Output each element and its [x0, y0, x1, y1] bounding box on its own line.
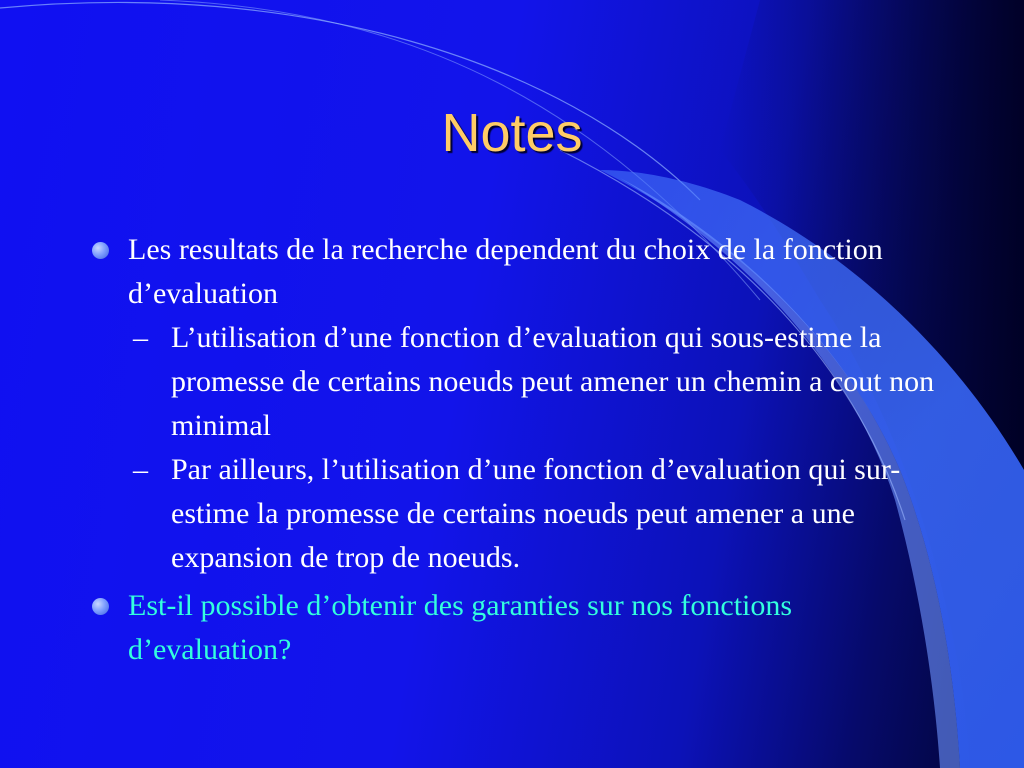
- slide-content: [90, 228, 950, 672]
- dash-icon: –: [133, 321, 148, 354]
- dash-icon: –: [133, 453, 148, 486]
- sub-bullet-item: [90, 448, 950, 580]
- bullet-item: [90, 584, 950, 672]
- bullet-text: Les resultats de la recherche dependent du choix de la fonction d’evaluation: [128, 233, 883, 310]
- bullet-dot-icon: [92, 598, 109, 615]
- slide-title: Notes: [441, 103, 583, 163]
- sub-bullet-item: [90, 316, 950, 448]
- sub-bullet-text: L’utilisation d’une fonction d’evaluation qui sous-estime la promesse de certains noeuds peut amener un chemin a cout non minimal: [171, 321, 935, 442]
- sub-bullet-text: Par ailleurs, l’utilisation d’une fonction d’evaluation qui sur-estime la promesse de certains noeuds peut amener a une expansion de trop de noeuds.: [171, 453, 901, 574]
- bullet-dot-icon: [92, 242, 109, 259]
- bullet-item: [90, 228, 950, 316]
- bullet-text: Est-il possible d’obtenir des garanties sur nos fonctions d’evaluation?: [128, 589, 793, 666]
